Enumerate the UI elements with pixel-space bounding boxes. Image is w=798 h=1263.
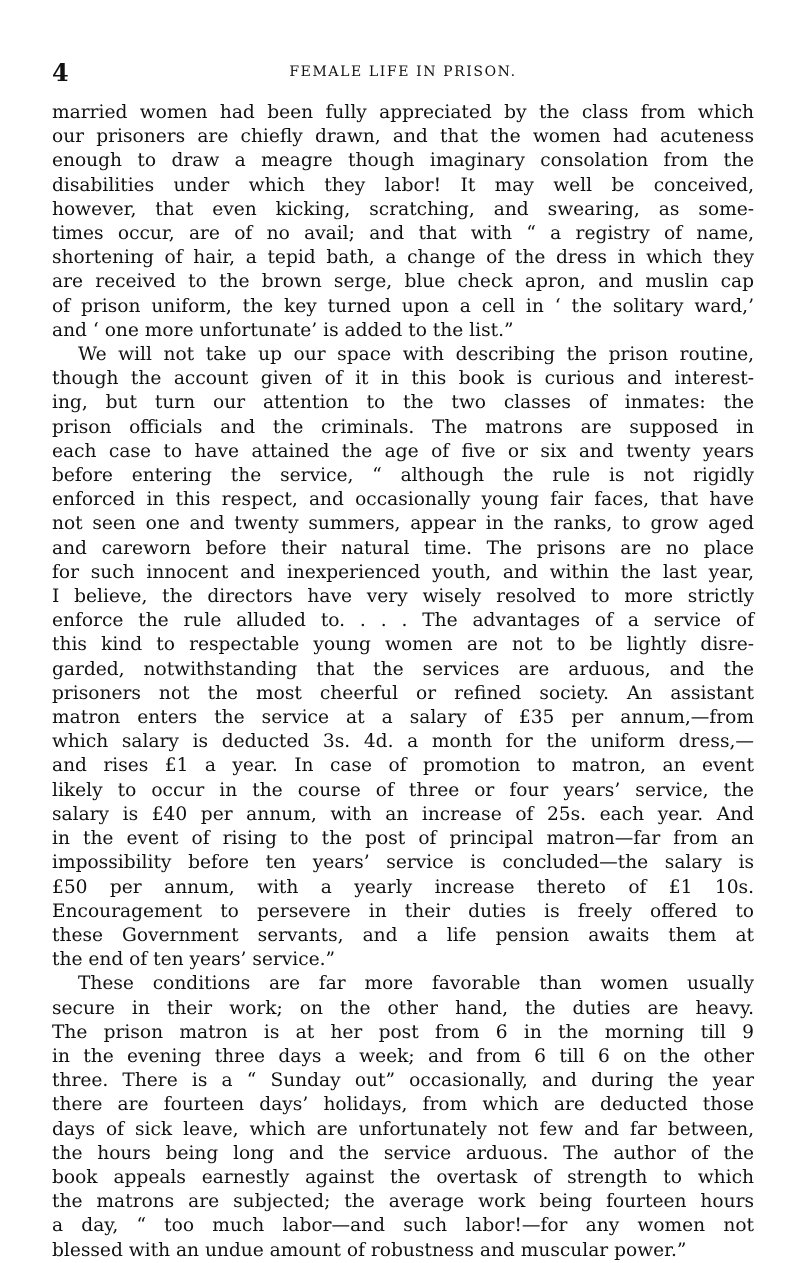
text-line: salary is £40 per annum, with an increase of 25s. each year. And bbox=[52, 803, 754, 825]
text-line: The prison matron is at her post from 6 in the morning till 9 bbox=[52, 1021, 754, 1043]
text-line: days of sick leave, which are unfortunately not few and far between, bbox=[52, 1118, 754, 1140]
text-line: before entering the service, “ although the rule is not rigidly bbox=[52, 465, 754, 487]
text-line: likely to occur in the course of three or four years’ service, the bbox=[52, 779, 754, 801]
text-line: shortening of hair, a tepid bath, a change of the dress in which they bbox=[52, 247, 754, 269]
text-line: £50 per annum, with a yearly increase thereto of £1 10s. bbox=[52, 876, 754, 898]
text-line: these Government servants, and a life pension awaits them at bbox=[52, 924, 754, 946]
text-line: and rises £1 a year. In case of promotion to matron, an event bbox=[52, 755, 754, 777]
paragraph-3 bbox=[52, 972, 754, 1262]
body-text bbox=[52, 101, 754, 1263]
paragraph-1 bbox=[52, 101, 754, 343]
page-header bbox=[52, 50, 754, 90]
text-line: though the account given of it in this book is curious and interest- bbox=[52, 368, 754, 390]
text-line: the hours being long and the service arduous. The author of the bbox=[52, 1142, 754, 1164]
text-line: garded, notwithstanding that the services are arduous, and the bbox=[52, 658, 754, 680]
text-line: not seen one and twenty summers, appear in the ranks, to grow aged bbox=[52, 513, 754, 535]
text-line: times occur, are of no avail; and that with “ a registry of name, bbox=[52, 223, 754, 245]
running-title: FEMALE LIFE IN PRISON. bbox=[289, 64, 517, 80]
page-number: 4 bbox=[52, 58, 69, 87]
text-line: prison officials and the criminals. The matrons are supposed in bbox=[52, 416, 754, 438]
text-line: of prison uniform, the key turned upon a cell in ‘ the solitary ward,’ bbox=[52, 295, 754, 317]
text-line: are received to the brown serge, blue check apron, and muslin cap bbox=[52, 271, 754, 293]
text-line: impossibility before ten years’ service is concluded—the salary is bbox=[52, 852, 754, 874]
text-line: disabilities under which they labor! It may well be conceived, bbox=[52, 174, 754, 196]
text-line: which salary is deducted 3s. 4d. a month for the uniform dress,— bbox=[52, 731, 754, 753]
paragraph-2 bbox=[52, 343, 754, 972]
text-line: three. There is a “ Sunday out” occasionally, and during the year bbox=[52, 1070, 754, 1092]
text-line: and ‘ one more unfortunate’ is added to the list.” bbox=[52, 319, 514, 341]
text-line: the end of ten years’ service.” bbox=[52, 949, 336, 971]
text-line: book appeals earnestly against the overtask of strength to which bbox=[52, 1166, 754, 1188]
text-line: I believe, the directors have very wisely resolved to more strictly bbox=[52, 586, 754, 608]
text-line: for such innocent and inexperienced youth, and within the last year, bbox=[52, 561, 754, 583]
text-line: each case to have attained the age of five or six and twenty years bbox=[52, 440, 754, 462]
text-line: a day, “ too much labor—and such labor!—for any women not bbox=[52, 1215, 754, 1237]
text-line: enforced in this respect, and occasionally young fair faces, that have bbox=[52, 489, 754, 511]
text-line: however, that even kicking, scratching, and swearing, as some- bbox=[52, 198, 754, 220]
text-line: These conditions are far more favorable than women usually bbox=[78, 973, 754, 995]
text-line: matron enters the service at a salary of £35 per annum,—from bbox=[52, 707, 754, 729]
text-line: this kind to respectable young women are not to be lightly disre- bbox=[52, 634, 754, 656]
text-line: there are fourteen days’ holidays, from which are deducted those bbox=[52, 1094, 754, 1116]
text-line: ing, but turn our attention to the two classes of inmates: the bbox=[52, 392, 754, 414]
text-line: married women had been fully appreciated by the class from which bbox=[52, 102, 754, 123]
text-line: We will not take up our space with describing the prison routine, bbox=[78, 344, 754, 366]
text-line: in the event of rising to the post of principal matron—far from an bbox=[52, 828, 754, 850]
text-line: blessed with an undue amount of robustness and muscular power.” bbox=[52, 1239, 687, 1261]
text-line: enough to draw a meagre though imaginary consolation from the bbox=[52, 150, 754, 172]
text-line: prisoners not the most cheerful or refined society. An assistant bbox=[52, 682, 754, 704]
text-line: the matrons are subjected; the average work being fourteen hours bbox=[52, 1191, 754, 1213]
text-line: Encouragement to persevere in their duties is freely offered to bbox=[52, 900, 754, 922]
text-line: our prisoners are chiefly drawn, and that the women had acuteness bbox=[52, 126, 754, 148]
text-line: enforce the rule alluded to. . . . The advantages of a service of bbox=[52, 610, 754, 632]
text-line: secure in their work; on the other hand, the duties are heavy. bbox=[52, 997, 754, 1019]
text-line: and careworn before their natural time. The prisons are no place bbox=[52, 537, 754, 559]
text-line: in the evening three days a week; and from 6 till 6 on the other bbox=[52, 1045, 754, 1067]
